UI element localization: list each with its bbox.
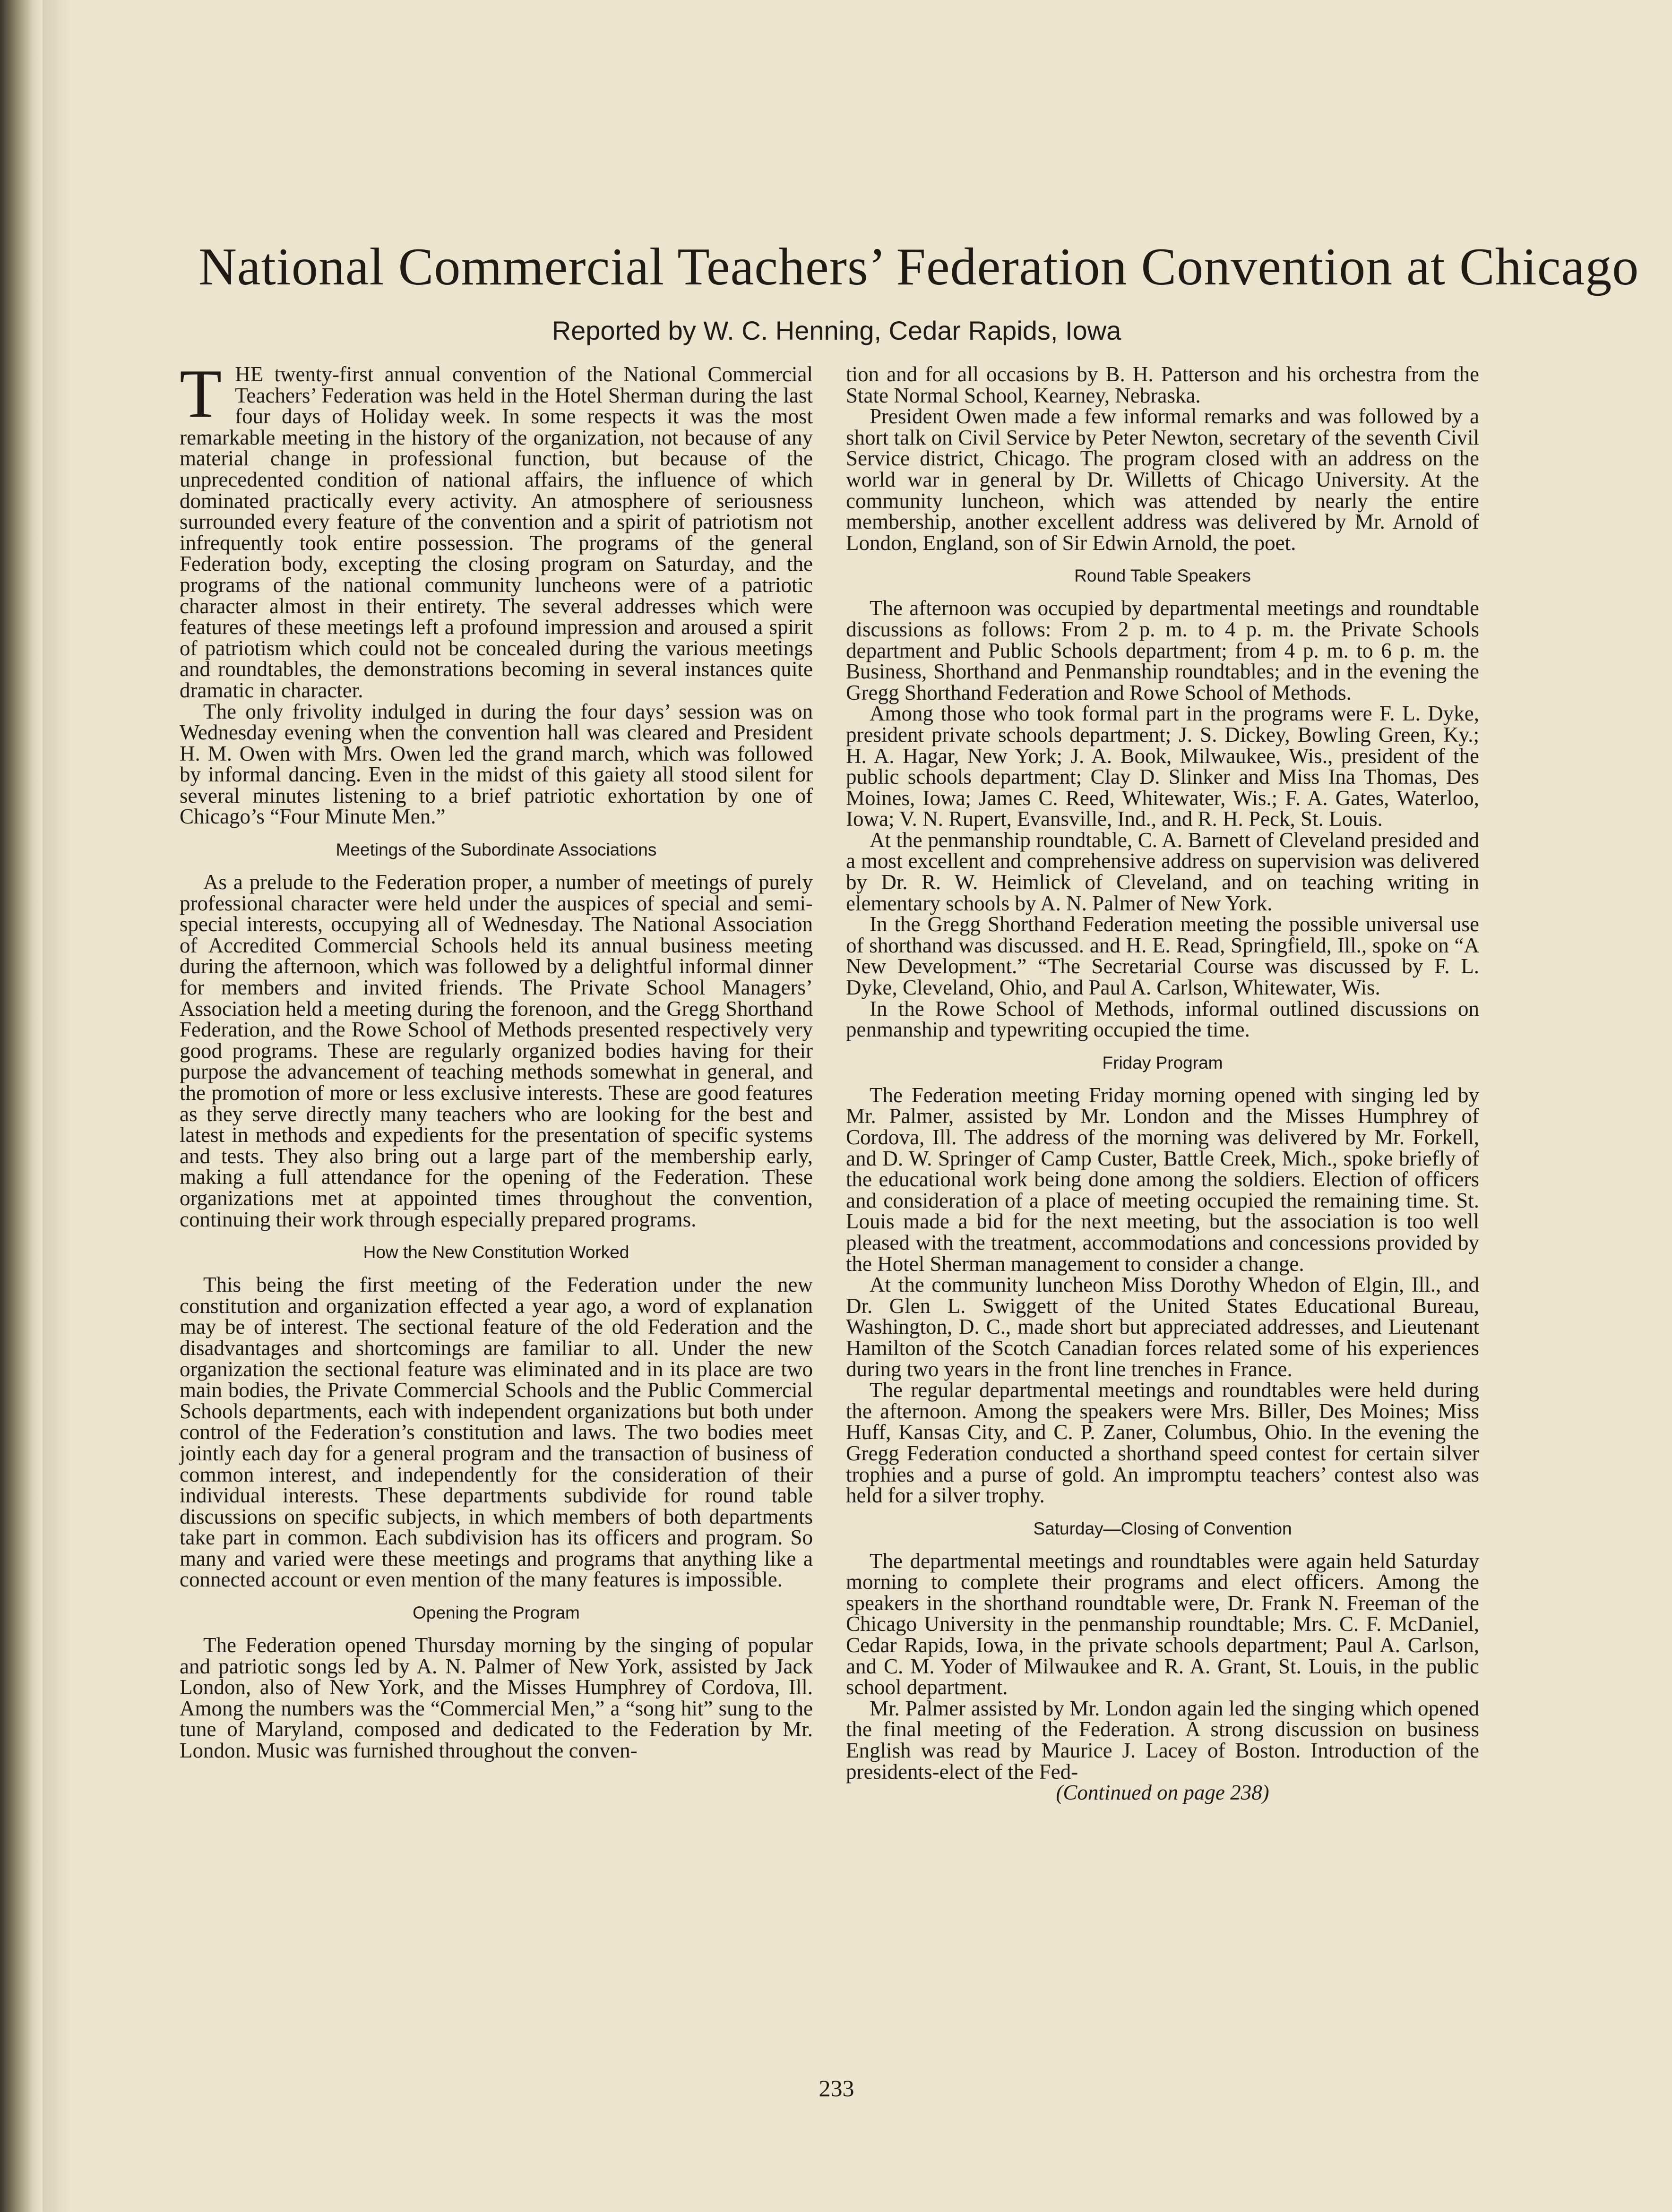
section-heading: Round Table Speakers [1074, 566, 1251, 586]
paragraph: In the Gregg Shorthand Federation meeting the possible universal use of shorthand was discussed. and H. E. Read, Springfield, Ill., spoke on “A New Development.” “The Secretarial Course was discussed by F. L. Dyke, Cleveland, Ohio, and Paul A. Carlson, Whitewater, Wis. [846, 912, 1479, 1000]
section-heading: Meetings of the Subordinate Associations [336, 840, 657, 860]
article-title: National Commercial Teachers’ Federation Convention at Chicago [198, 238, 1639, 296]
book-gutter-fade [43, 0, 71, 2212]
paragraph: The afternoon was occupied by departmental meetings and roundtable discussions as follows: From 2 p. m. to 4 p. m. the Private Schools department and Public Schools department; from 4 p. m. to 6 p. m. the Business, Shorthand and Penmanship roundtables; and in the evening the Gregg Shorthand Federation and Rowe School of Methods. [846, 596, 1479, 704]
paragraph: In the Rowe School of Methods, informal outlined discussions on penmanship and typewriting occupied the time. [846, 996, 1479, 1042]
section-heading: Saturday—Closing of Convention [1033, 1518, 1292, 1538]
paragraph: As a prelude to the Federation proper, a number of meetings of purely professional character were held under the auspices of special and semi-special interests, occupying all of Wednesday. The National Association of Accredited Commercial Schools held its annual business meeting during the afternoon, which was followed by a delightful informal dinner for members and invited friends. The Private School Managers’ Association held a meeting during the forenoon, and the Gregg Shorthand Federation, and the Rowe School of Methods presented respectively very good programs. These are regularly organized bodies having for their purpose the advancement of teaching methods somewhat in general, and the promotion of more or less exclusive interests. These are good features as they serve directly many teachers who are looking for the best and latest in methods and expedients for the presentation of specific systems and tests. They also bring out a large part of the membership early, making a full attendance for the opening of the Federation. These organizations met at appointed times throughout the convention, continuing their work through especially prepared programs. [180, 870, 813, 1231]
paragraph: The only frivolity indulged in during the four days’ session was on Wednesday evening when the convention hall was cleared and President H. M. Owen with Mrs. Owen led the grand march, which was followed by informal dancing. Even in the midst of this gaiety all stood silent for several minutes listening to a brief patriotic exhortation by one of Chicago’s “Four Minute Men.” [180, 699, 813, 829]
section-heading: Opening the Program [413, 1603, 580, 1623]
right-column [846, 364, 1479, 1803]
paragraph: At the penmanship roundtable, C. A. Barnett of Cleveland presided and a most excellent and comprehensive address on supervision was delivered by Dr. R. W. Heimlick of Cleveland, and on teaching writing in elementary schools by A. N. Palmer of New York. [846, 828, 1479, 915]
article-byline: Reported by W. C. Henning, Cedar Rapids, Iowa [552, 316, 1121, 345]
paragraph: At the community luncheon Miss Dorothy Whedon of Elgin, Ill., and Dr. Glen L. Swiggett of the United States Educational Bureau, Washington, D. C., made short but appreciated addresses, and Lieutenant Hamilton of the Scotch Canadian forces related some of his experiences during two years in the front line trenches in France. [846, 1273, 1479, 1381]
continued-note: (Continued on page 238) [1056, 1781, 1269, 1805]
section-heading: Friday Program [1102, 1053, 1223, 1072]
paragraph-text: HE twenty-first annual convention of the National Commercial Teachers’ Federation was held in the Hotel Sherman during the last four days of Holiday week. In some respects it was the most remarkable meeting in the history of the organization, not because of any material change in professional function, but because of the unprecedented condition of national affairs, the influence of which dominated practically every activity. An atmosphere of seriousness surrounded every feature of the convention and a spirit of patriotism not infrequently took entire possession. The programs of the general Federation body, excepting the closing program on Saturday, and the programs of the national community luncheons were of a patriotic character almost in their entirety. The several addresses which were features of these meetings left a profound impression and aroused a spirit of patriotism which could not be concealed during the various meetings and roundtables, the demonstrations becoming in several instances quite dramatic in character. [180, 362, 813, 702]
left-column [180, 355, 813, 1763]
paragraph: President Owen made a few informal remarks and was followed by a short talk on Civil Service by Peter Newton, secretary of the seventh Civil Service district, Chicago. The program closed with an address on the world war in general by Dr. Willetts of Chicago University. At the community luncheon, which was attended by nearly the entire membership, another excellent address was delivered by Mr. Arnold of London, England, son of Sir Edwin Arnold, the poet. [846, 404, 1479, 555]
page-number: 233 [819, 2075, 854, 2101]
paragraph [180, 355, 813, 702]
paragraph: The regular departmental meetings and roundtables were held during the afternoon. Among the speakers were Mrs. Biller, Des Moines; Miss Huff, Kansas City, and C. P. Zaner, Columbus, Ohio. In the evening the Gregg Federation conducted a shorthand speed contest for certain silver trophies and a purse of gold. An impromptu teachers’ contest also was held for a silver trophy. [846, 1378, 1479, 1508]
paragraph: The Federation meeting Friday morning opened with singing led by Mr. Palmer, assisted by Mr. London and the Misses Humphrey of Cordova, Ill. The address of the morning was delivered by Mr. Forkell, and D. W. Springer of Camp Custer, Battle Creek, Mich., spoke briefly of the educational work being done among the soldiers. Election of officers and consideration of a place of meeting occupied the remaining time. St. Louis made a bid for the next meeting, but the association is too well pleased with the treatment, accommodations and concessions provided by the Hotel Sherman management to consider a change. [846, 1083, 1479, 1276]
book-gutter-shadow [0, 0, 43, 2212]
paragraph: tion and for all occasions by B. H. Patterson and his orchestra from the State Normal School, Kearney, Nebraska. [846, 362, 1479, 407]
paragraph: The departmental meetings and roundtables were again held Saturday morning to complete their programs and elect officers. Among the speakers in the shorthand roundtable were, Dr. Frank N. Freeman of the Chicago University in the penmanship roundtable; Mrs. C. F. McDaniel, Cedar Rapids, Iowa, in the private schools department; Paul A. Carlson, and C. M. Yoder of Milwaukee and R. A. Grant, St. Louis, in the public school department. [846, 1549, 1479, 1699]
drop-cap: T [180, 355, 222, 432]
paragraph: Mr. Palmer assisted by Mr. London again led the singing which opened the final meeting of the Federation. A strong discussion on business English was read by Maurice J. Lacey of Boston. Introduction of the presidents-elect of the Fed- [846, 1696, 1479, 1783]
section-heading: How the New Constitution Worked [363, 1243, 629, 1262]
paragraph: Among those who took formal part in the programs were F. L. Dyke, president private schools department; J. S. Dickey, Bowling Green, Ky.; H. A. Hagar, New York; J. A. Book, Milwaukee, Wis., president of the public schools department; Clay D. Slinker and Miss Ina Thomas, Des Moines, Iowa; James C. Reed, Whitewater, Wis.; F. A. Gates, Waterloo, Iowa; V. N. Rupert, Evansville, Ind., and R. H. Peck, St. Louis. [846, 702, 1479, 831]
paragraph: The Federation opened Thursday morning by the singing of popular and patriotic songs led by A. N. Palmer of New York, assisted by Jack London, also of New York, and the Misses Humphrey of Cordova, Ill. Among the numbers was the “Commercial Men,” a “song hit” sung to the tune of Maryland, composed and dedicated to the Federation by Mr. London. Music was furnished throughout the conven- [180, 1633, 813, 1763]
paragraph: This being the first meeting of the Federation under the new constitution and organization effected a year ago, a word of explanation may be of interest. The sectional feature of the old Federation and the disadvantages and shortcomings are familiar to all. Under the new organization the sectional feature was eliminated and in its place are two main bodies, the Private Commercial Schools and the Public Commercial Schools departments, each with independent organizations but both under control of the Federation’s constitution and laws. The two bodies meet jointly each day for a general program and the transaction of business of common interest, and independently for the consideration of their individual interests. These departments subdivide for round table discussions on specific subjects, in which members of both departments take part in common. Each subdivision has its officers and program. So many and varied were these meetings and programs that anything like a connected account or even mention of the many features is impossible. [180, 1273, 813, 1592]
